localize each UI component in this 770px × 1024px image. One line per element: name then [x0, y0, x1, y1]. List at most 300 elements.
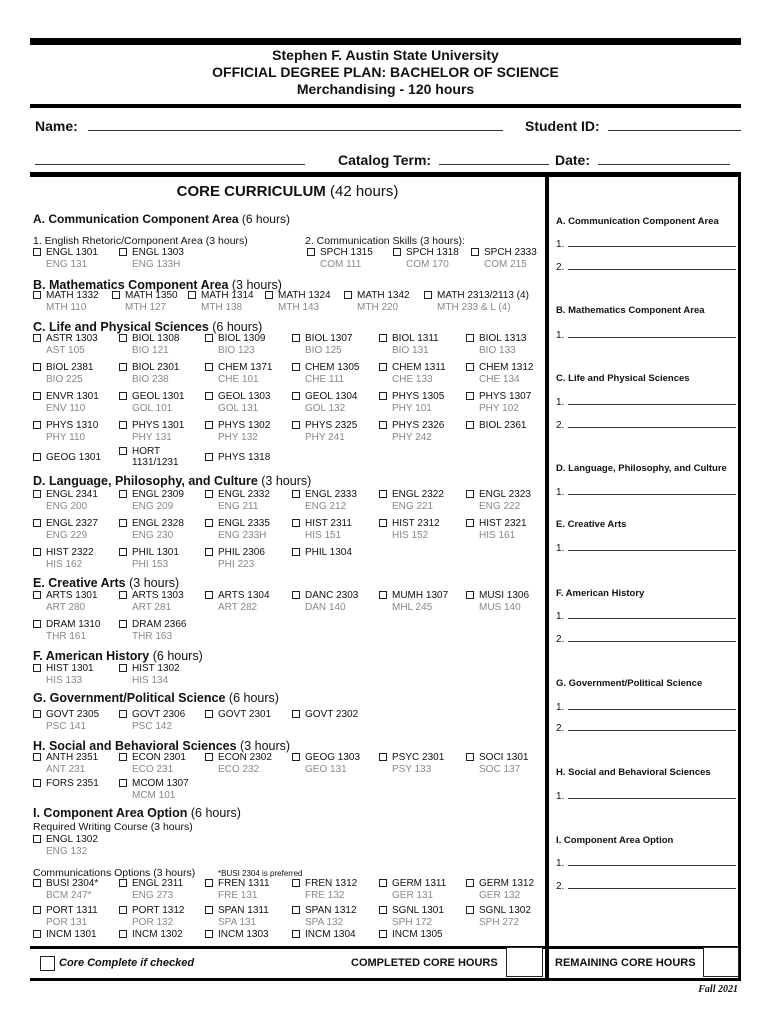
checkbox-box[interactable] [205, 519, 213, 527]
course-checkbox-germ-1311[interactable] [379, 878, 446, 902]
course-equivalent-code: ENG 230 [132, 530, 174, 541]
course-code: ENGL 2322 [392, 489, 444, 500]
course-equivalent-code: BIO 238 [132, 374, 169, 385]
course-checkbox-port-1312[interactable] [119, 905, 184, 929]
course-checkbox-phil-2306[interactable] [205, 547, 265, 571]
course-equivalent-code: GEO 131 [305, 764, 347, 775]
course-checkbox-govt-2302[interactable] [292, 709, 358, 721]
checkbox-box[interactable] [33, 334, 41, 342]
checkbox-box[interactable] [119, 519, 127, 527]
course-checkbox-busi-2304[interactable] [33, 878, 98, 902]
blank-input-line[interactable] [35, 153, 305, 165]
course-checkbox-incm-1305[interactable] [379, 929, 443, 941]
course-checkbox-biol-1307[interactable] [292, 333, 352, 357]
university-name: Stephen F. Austin State University [272, 47, 499, 63]
course-checkbox-germ-1312[interactable] [466, 878, 534, 902]
course-checkbox-sgnl-1302[interactable] [466, 905, 531, 929]
checkbox-box[interactable] [292, 490, 300, 498]
checkbox-box[interactable] [379, 930, 387, 938]
course-checkbox-musi-1306[interactable] [466, 590, 529, 614]
course-code: PHIL 1304 [305, 547, 352, 558]
summary-entry-b-n1[interactable] [556, 329, 736, 341]
course-checkbox-dram-2366[interactable] [119, 619, 186, 643]
student-id-field[interactable] [525, 118, 741, 134]
checkbox-box[interactable] [119, 248, 127, 256]
course-checkbox-phys-2325[interactable] [292, 420, 357, 444]
remaining-core-hours-box[interactable] [703, 947, 739, 977]
course-checkbox-anth-2351[interactable] [33, 752, 98, 776]
course-checkbox-port-1311[interactable] [33, 905, 98, 929]
course-checkbox-biol-1308[interactable] [119, 333, 179, 357]
course-code: BIOL 2361 [479, 420, 527, 431]
summary-entry-line[interactable] [568, 790, 736, 799]
course-checkbox-govt-2305[interactable] [33, 709, 99, 733]
course-code: PORT 1311 [46, 905, 98, 916]
course-checkbox-mumh-1307[interactable] [379, 590, 448, 614]
course-checkbox-incm-1304[interactable] [292, 929, 356, 941]
summary-entry-line[interactable] [568, 857, 736, 866]
course-checkbox-biol-1311[interactable] [379, 333, 439, 357]
section-i-required-label: Required Writing Course (3 hours) [33, 821, 193, 833]
date-input-line[interactable] [598, 153, 730, 165]
course-checkbox-engl-2311[interactable] [119, 878, 183, 902]
checkbox-box[interactable] [292, 392, 300, 400]
course-checkbox-engl-2341[interactable] [33, 489, 98, 513]
course-equivalent-code: MTH 110 [46, 302, 87, 313]
course-checkbox-biol-2361[interactable] [466, 420, 526, 432]
checkbox-box[interactable] [466, 753, 474, 761]
checkbox-box[interactable] [33, 519, 41, 527]
course-equivalent-code: THR 163 [132, 631, 173, 642]
catalog-term-input-line[interactable] [439, 153, 549, 165]
course-checkbox-math-1342[interactable] [344, 290, 410, 314]
section-h-title [33, 739, 290, 753]
course-checkbox-engl-2328[interactable] [119, 518, 184, 542]
checkbox-box[interactable] [33, 453, 41, 461]
checkbox-box[interactable] [307, 248, 315, 256]
course-checkbox-engl-2333[interactable] [292, 489, 357, 513]
course-checkbox-phys-1305[interactable] [379, 391, 444, 415]
course-code: ENGL 2333 [305, 489, 357, 500]
checkbox-box[interactable] [466, 334, 474, 342]
summary-entry-g-n1[interactable] [556, 701, 736, 713]
course-equivalent-code: ENG 229 [46, 530, 88, 541]
checkbox-box[interactable] [119, 392, 127, 400]
checkbox-box[interactable] [188, 291, 196, 299]
section-c-hours: (6 hours) [212, 320, 263, 334]
course-checkbox-engl-1302[interactable] [33, 834, 98, 858]
course-equivalent-code: SOC 137 [479, 764, 521, 775]
course-checkbox-soci-1301[interactable] [466, 752, 528, 776]
course-equivalent-code: HIS 161 [479, 530, 516, 541]
summary-entry-line[interactable] [568, 880, 736, 889]
course-equivalent-code: BIO 121 [132, 345, 169, 356]
checkbox-box[interactable] [205, 879, 213, 887]
checkbox-box[interactable] [379, 753, 387, 761]
course-code: INCM 1302 [132, 929, 183, 940]
course-checkbox-math-1314[interactable] [188, 290, 254, 314]
checkbox-box[interactable] [119, 879, 127, 887]
checkbox-box[interactable] [292, 879, 300, 887]
course-checkbox-engl-2322[interactable] [379, 489, 444, 513]
course-checkbox-mcom-1307[interactable] [119, 778, 189, 802]
summary-entry-c-n2[interactable] [556, 419, 736, 431]
checkbox-box[interactable] [205, 421, 213, 429]
completed-core-hours-label: COMPLETED CORE HOURS [351, 957, 498, 969]
course-checkbox-math-1350[interactable] [112, 290, 178, 314]
summary-entry-f-n1[interactable] [556, 610, 736, 622]
summary-entry-line[interactable] [568, 610, 736, 619]
course-checkbox-dram-1310[interactable] [33, 619, 100, 643]
course-code: ENGL 2341 [46, 489, 98, 500]
checkbox-box[interactable] [471, 248, 479, 256]
catalog-term-field[interactable] [338, 152, 549, 168]
checkbox-box[interactable] [379, 519, 387, 527]
checkbox-box[interactable] [265, 291, 273, 299]
checkbox-box[interactable] [119, 906, 127, 914]
checkbox-box[interactable] [205, 906, 213, 914]
course-code: GOVT 2305 [46, 709, 100, 720]
checkbox-box[interactable] [466, 906, 474, 914]
course-checkbox-span-1312[interactable] [292, 905, 357, 929]
summary-entry-line[interactable] [568, 486, 736, 495]
checkbox-box[interactable] [379, 490, 387, 498]
summary-entry-line[interactable] [568, 722, 736, 731]
summary-entry-line[interactable] [568, 329, 736, 338]
course-checkbox-engl-1301[interactable] [33, 247, 98, 271]
summary-entry-i-n2[interactable] [556, 880, 736, 892]
course-checkbox-hist-1301[interactable] [33, 663, 94, 687]
date-field[interactable] [555, 152, 730, 168]
summary-entry-g-n2[interactable] [556, 722, 736, 734]
course-checkbox-spch-1315[interactable] [307, 247, 373, 271]
core-title-hours: (42 hours) [329, 183, 399, 200]
checkbox-box[interactable] [119, 591, 127, 599]
checkbox-box[interactable] [205, 363, 213, 371]
checkbox-box[interactable] [424, 291, 432, 299]
checkbox-box[interactable] [33, 664, 41, 672]
checkbox-box[interactable] [379, 879, 387, 887]
summary-entry-e-n1[interactable] [556, 542, 736, 554]
summary-entry-line[interactable] [568, 701, 736, 710]
checkbox-box[interactable] [466, 591, 474, 599]
checkbox-box[interactable] [205, 334, 213, 342]
course-checkbox-incm-1302[interactable] [119, 929, 183, 941]
course-equivalent-code: GOL 131 [218, 403, 259, 414]
name-field[interactable] [35, 118, 503, 134]
summary-entry-i-n1[interactable] [556, 857, 736, 869]
course-checkbox-govt-2301[interactable] [205, 709, 271, 721]
checkbox-box[interactable] [33, 490, 41, 498]
student-id-label: Student ID: [525, 118, 600, 134]
course-equivalent-code: PSC 141 [46, 721, 87, 732]
checkbox-box[interactable] [33, 835, 41, 843]
checkbox-box[interactable] [33, 753, 41, 761]
course-code: BIOL 2381 [46, 362, 94, 373]
course-checkbox-math-2313-2113-4[interactable] [424, 290, 529, 314]
checkbox-box[interactable] [33, 930, 41, 938]
course-checkbox-arts-1304[interactable] [205, 590, 270, 614]
course-checkbox-phys-1301[interactable] [119, 420, 184, 444]
summary-entry-number: 1. [556, 702, 565, 713]
checkbox-box[interactable] [292, 710, 300, 718]
course-code: INCM 1303 [218, 929, 269, 940]
course-code: GERM 1312 [479, 878, 535, 889]
checkbox-box[interactable] [379, 392, 387, 400]
course-checkbox-incm-1301[interactable] [33, 929, 97, 941]
checkbox-box[interactable] [466, 490, 474, 498]
checkbox-box[interactable] [119, 490, 127, 498]
checkbox-box[interactable] [33, 392, 41, 400]
course-checkbox-hist-1302[interactable] [119, 663, 180, 687]
checkbox-box[interactable] [119, 363, 127, 371]
checkbox-box[interactable] [33, 591, 41, 599]
checkbox-box[interactable] [292, 753, 300, 761]
course-checkbox-biol-2381[interactable] [33, 362, 93, 386]
course-checkbox-geol-1303[interactable] [205, 391, 270, 415]
checkbox-box[interactable] [292, 930, 300, 938]
summary-entry-line[interactable] [568, 396, 736, 405]
course-checkbox-phys-1302[interactable] [205, 420, 270, 444]
summary-entry-h-n1[interactable] [556, 790, 736, 802]
course-checkbox-incm-1303[interactable] [205, 929, 269, 941]
section-a-sub2: 2. Communication Skills (3 hours): [305, 235, 465, 247]
summary-entry-line[interactable] [568, 419, 736, 428]
course-checkbox-engl-2332[interactable] [205, 489, 270, 513]
course-checkbox-geol-1301[interactable] [119, 391, 184, 415]
course-checkbox-fren-1311[interactable] [205, 878, 270, 902]
course-equivalent-code: ART 280 [46, 602, 86, 613]
course-checkbox-chem-1311[interactable] [379, 362, 446, 386]
checkbox-box[interactable] [393, 248, 401, 256]
course-checkbox-danc-2303[interactable] [292, 590, 358, 614]
course-checkbox-geog-1303[interactable] [292, 752, 360, 776]
course-checkbox-phil-1301[interactable] [119, 547, 179, 571]
checkbox-box[interactable] [292, 906, 300, 914]
checkbox-box[interactable] [33, 421, 41, 429]
course-checkbox-engl-2323[interactable] [466, 489, 531, 513]
checkbox-box[interactable] [466, 363, 474, 371]
course-checkbox-fren-1312[interactable] [292, 878, 357, 902]
summary-entry-f-n2[interactable] [556, 633, 736, 645]
checkbox-box[interactable] [112, 291, 120, 299]
checkbox-box[interactable] [119, 779, 127, 787]
checkbox-box[interactable] [33, 248, 41, 256]
checkbox-box[interactable] [119, 620, 127, 628]
course-checkbox-math-1332[interactable] [33, 290, 99, 314]
section-i-title-text: I. Component Area Option [33, 806, 188, 820]
course-checkbox-chem-1371[interactable] [205, 362, 272, 386]
course-code: CHEM 1371 [218, 362, 273, 373]
course-checkbox-hist-2311[interactable] [292, 518, 352, 542]
checkbox-box[interactable] [466, 519, 474, 527]
course-checkbox-govt-2306[interactable] [119, 709, 185, 733]
course-code: BIOL 1308 [132, 333, 180, 344]
checkbox-box[interactable] [205, 710, 213, 718]
course-checkbox-span-1311[interactable] [205, 905, 269, 929]
checkbox-box[interactable] [292, 548, 300, 556]
checkbox-box[interactable] [379, 421, 387, 429]
course-checkbox-geog-1301[interactable] [33, 452, 101, 464]
course-checkbox-sgnl-1301[interactable] [379, 905, 444, 929]
course-checkbox-hist-2312[interactable] [379, 518, 440, 542]
course-code: ARTS 1303 [132, 590, 184, 601]
checkbox-box[interactable] [379, 334, 387, 342]
section-f-title [33, 649, 203, 663]
course-equivalent-code: ENG 221 [392, 501, 434, 512]
course-equivalent-code: POR 132 [132, 917, 174, 928]
course-checkbox-hist-2322[interactable] [33, 547, 94, 571]
course-code: MATH 1332 [46, 290, 99, 301]
summary-entry-line[interactable] [568, 261, 736, 270]
checkbox-box[interactable] [119, 447, 127, 455]
name-input-line[interactable] [88, 119, 503, 131]
course-code: GOVT 2306 [132, 709, 186, 720]
checkbox-box[interactable] [292, 421, 300, 429]
course-code: ECON 2302 [218, 752, 272, 763]
course-checkbox-phil-1304[interactable] [292, 547, 352, 559]
summary-entry-line[interactable] [568, 238, 736, 247]
summary-entry-line[interactable] [568, 542, 736, 551]
checkbox-box[interactable] [466, 879, 474, 887]
course-checkbox-engl-1303[interactable] [119, 247, 184, 271]
checkbox-box[interactable] [292, 519, 300, 527]
checkbox-box[interactable] [33, 906, 41, 914]
summary-entry-d-n1[interactable] [556, 486, 736, 498]
course-code: HIST 2311 [305, 518, 352, 529]
checkbox-box[interactable] [119, 753, 127, 761]
summary-entry-number: 2. [556, 881, 565, 892]
checkbox-box[interactable] [466, 421, 474, 429]
course-equivalent-code: ENG 209 [132, 501, 174, 512]
course-code: ENGL 2323 [479, 489, 531, 500]
course-checkbox-econ-2301[interactable] [119, 752, 186, 776]
blank-field[interactable] [35, 152, 305, 168]
course-code: ANTH 2351 [46, 752, 99, 763]
summary-entry-a-n1[interactable] [556, 238, 736, 250]
checkbox-box[interactable] [119, 664, 127, 672]
checkbox-box[interactable] [379, 591, 387, 599]
section-b-title-text: B. Mathematics Component Area [33, 278, 229, 292]
course-checkbox-envr-1301[interactable] [33, 391, 99, 415]
course-checkbox-hist-2321[interactable] [466, 518, 527, 542]
course-checkbox-biol-2301[interactable] [119, 362, 179, 386]
checkbox-box[interactable] [33, 779, 41, 787]
section-a-sub1: 1. English Rhetoric/Component Area (3 hours) [33, 235, 248, 247]
checkbox-box[interactable] [119, 548, 127, 556]
checkbox-box[interactable] [205, 930, 213, 938]
course-code: ECON 2301 [132, 752, 186, 763]
course-checkbox-phys-1307[interactable] [466, 391, 531, 415]
checkbox-box[interactable] [33, 548, 41, 556]
checkbox-box[interactable] [33, 620, 41, 628]
checkbox-box[interactable] [33, 710, 41, 718]
summary-heading-f: F. American History [556, 588, 645, 599]
checkbox-box[interactable] [33, 879, 41, 887]
course-checkbox-psyc-2301[interactable] [379, 752, 444, 776]
checkbox-box[interactable] [292, 363, 300, 371]
checkbox-box[interactable] [379, 363, 387, 371]
course-equivalent-code: CHE 133 [392, 374, 433, 385]
checkbox-box[interactable] [292, 591, 300, 599]
course-code: INCM 1301 [46, 929, 97, 940]
checkbox-box[interactable] [33, 291, 41, 299]
course-checkbox-astr-1303[interactable] [33, 333, 98, 357]
course-checkbox-spch-1318[interactable] [393, 247, 459, 271]
completed-core-hours-box[interactable] [506, 947, 543, 977]
course-equivalent-code: MTH 220 [357, 302, 399, 313]
course-equivalent-code: SPH 272 [479, 917, 520, 928]
course-checkbox-chem-1305[interactable] [292, 362, 359, 386]
course-checkbox-phys-1310[interactable] [33, 420, 98, 444]
checkbox-box[interactable] [205, 453, 213, 461]
course-checkbox-biol-1313[interactable] [466, 333, 526, 357]
course-code: GERM 1311 [392, 878, 447, 889]
course-checkbox-engl-2327[interactable] [33, 518, 98, 542]
course-checkbox-arts-1303[interactable] [119, 590, 184, 614]
course-checkbox-spch-2333[interactable] [471, 247, 537, 271]
summary-entry-c-n1[interactable] [556, 396, 736, 408]
checkbox-box[interactable] [205, 753, 213, 761]
summary-heading-h: H. Social and Behavioral Sciences [556, 767, 711, 778]
form-rule [30, 172, 741, 177]
checkbox-box[interactable] [119, 334, 127, 342]
course-checkbox-engl-2335[interactable] [205, 518, 270, 542]
checkbox-box[interactable] [119, 930, 127, 938]
course-checkbox-phys-2326[interactable] [379, 420, 444, 444]
section-h-hours: (3 hours) [240, 739, 291, 753]
student-id-input-line[interactable] [608, 119, 741, 131]
course-checkbox-geol-1304[interactable] [292, 391, 357, 415]
course-code: MATH 1314 [201, 290, 254, 301]
section-e-hours: (3 hours) [129, 576, 180, 590]
course-checkbox-hort-1131-1231[interactable] [119, 446, 184, 468]
checkbox-box[interactable] [205, 548, 213, 556]
course-code: SGNL 1302 [479, 905, 531, 916]
checkbox-box[interactable] [205, 392, 213, 400]
core-complete-checkbox[interactable] [40, 956, 55, 971]
course-checkbox-econ-2302[interactable] [205, 752, 272, 776]
course-equivalent-code: SPH 172 [392, 917, 433, 928]
course-checkbox-math-1324[interactable] [265, 290, 331, 314]
course-equivalent-code: ENG 131 [46, 259, 88, 270]
course-checkbox-chem-1312[interactable] [466, 362, 533, 386]
checkbox-box[interactable] [119, 421, 127, 429]
checkbox-box[interactable] [379, 906, 387, 914]
course-code: ARTS 1304 [218, 590, 270, 601]
checkbox-box[interactable] [292, 334, 300, 342]
summary-entry-a-n2[interactable] [556, 261, 736, 273]
checkbox-box[interactable] [205, 591, 213, 599]
course-code: HIST 2321 [479, 518, 527, 529]
course-code: PHYS 2325 [305, 420, 358, 431]
course-code: DANC 2303 [305, 590, 359, 601]
course-checkbox-biol-1309[interactable] [205, 333, 265, 357]
checkbox-box[interactable] [344, 291, 352, 299]
course-code: MCOM 1307 [132, 778, 189, 789]
checkbox-box[interactable] [205, 490, 213, 498]
catalog-term-label: Catalog Term: [338, 152, 432, 168]
course-checkbox-engl-2309[interactable] [119, 489, 184, 513]
checkbox-box[interactable] [33, 363, 41, 371]
checkbox-box[interactable] [466, 392, 474, 400]
course-checkbox-fors-2351[interactable] [33, 778, 99, 790]
summary-entry-line[interactable] [568, 633, 736, 642]
checkbox-box[interactable] [119, 710, 127, 718]
course-checkbox-phys-1318[interactable] [205, 452, 270, 464]
course-equivalent-code: GOL 101 [132, 403, 173, 414]
course-checkbox-arts-1301[interactable] [33, 590, 98, 614]
